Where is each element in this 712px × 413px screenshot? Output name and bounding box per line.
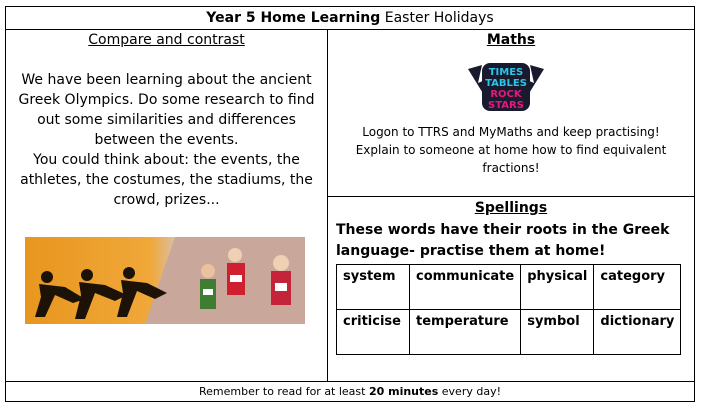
- spellings-section: [328, 197, 694, 381]
- ttrs-logo: [464, 59, 548, 115]
- spellings-heading: Spellings: [474, 200, 548, 216]
- logo-line-2: TABLES: [485, 78, 527, 89]
- logo-line-3: ROCK: [490, 89, 522, 100]
- word-cell: physical: [521, 265, 594, 310]
- compare-contrast-section: [6, 29, 328, 381]
- logo-line-4: STARS: [488, 100, 524, 111]
- footer-reminder: [6, 381, 694, 402]
- table-row: [337, 310, 681, 355]
- maths-section: [328, 29, 694, 197]
- maths-instructions: [328, 123, 694, 177]
- footer-pre: Remember to read for at least: [199, 385, 369, 398]
- footer-post: every day!: [438, 385, 501, 398]
- table-row: [337, 265, 681, 310]
- word-cell: category: [594, 265, 681, 310]
- compare-para-2: You could think about: the events, the athletes, the costumes, the stadiums, the crowd, prizes...: [20, 152, 313, 208]
- olympics-image: [25, 237, 305, 324]
- maths-line-2: Explain to someone at home how to find equivalent fractions!: [355, 143, 667, 175]
- spelling-words-table: [336, 264, 681, 355]
- page-title: [6, 7, 694, 30]
- logo-line-1: TIMES: [488, 67, 524, 78]
- word-cell: system: [337, 265, 410, 310]
- maths-line-1: Logon to TTRS and MyMaths and keep practising!: [362, 125, 660, 139]
- word-cell: symbol: [521, 310, 594, 355]
- compare-para-1: We have been learning about the ancient Greek Olympics. Do some research to find out some similarities and differences between the events.: [18, 72, 315, 148]
- title-bold: Year 5 Home Learning: [206, 10, 381, 26]
- compare-body: [16, 70, 317, 210]
- word-cell: temperature: [410, 310, 521, 355]
- title-rest: Easter Holidays: [384, 10, 494, 26]
- spellings-intro: These words have their roots in the Greek language- practise them at home!: [336, 222, 670, 259]
- word-cell: dictionary: [594, 310, 681, 355]
- word-cell: criticise: [337, 310, 410, 355]
- footer-bold: 20 minutes: [368, 385, 439, 398]
- worksheet-frame: [5, 6, 695, 402]
- compare-heading: Compare and contrast: [88, 32, 245, 48]
- word-cell: communicate: [410, 265, 521, 310]
- maths-heading: Maths: [486, 32, 536, 48]
